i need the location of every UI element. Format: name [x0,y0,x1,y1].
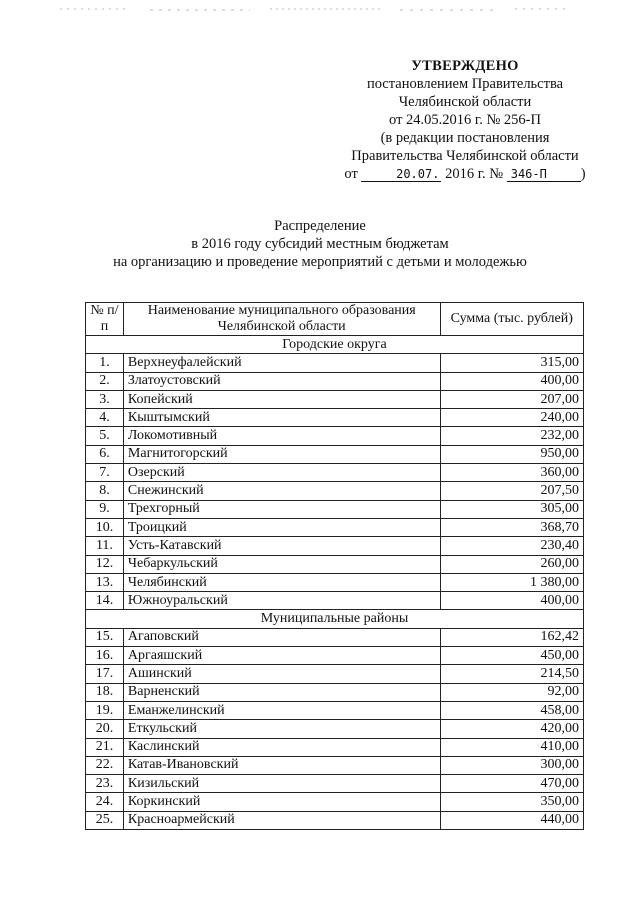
header-number: № п/п [86,303,124,336]
section-row [86,336,584,354]
table-row [86,500,584,518]
row-number: 25. [86,811,124,829]
row-sum: 440,00 [440,811,583,829]
row-municipality: Ашинский [123,665,440,683]
table-row [86,555,584,573]
row-sum: 232,00 [440,427,583,445]
table-row [86,793,584,811]
row-municipality: Катав-Ивановский [123,756,440,774]
approval-line: Правительства Челябинской области [351,148,579,164]
table-row [86,811,584,829]
row-sum: 360,00 [440,464,583,482]
row-municipality: Кыштымский [123,409,440,427]
handwritten-date: 20.07. [361,168,441,182]
row-municipality: Озерский [123,464,440,482]
date-suffix: ) [580,166,586,182]
approval-line: постановлением Правительства [366,76,564,92]
row-municipality: Еткульский [123,720,440,738]
row-municipality: Златоустовский [123,372,440,390]
row-number: 7. [86,464,124,482]
row-number: 17. [86,665,124,683]
row-sum: 230,40 [440,537,583,555]
row-number: 16. [86,647,124,665]
section-title: Муниципальные районы [86,610,584,628]
row-municipality: Кизильский [123,775,440,793]
row-municipality: Красноармейский [123,811,440,829]
row-number: 22. [86,756,124,774]
row-sum: 207,00 [440,390,583,408]
row-number: 4. [86,409,124,427]
row-number: 12. [86,555,124,573]
row-municipality: Усть-Катавский [123,537,440,555]
row-sum: 350,00 [440,793,583,811]
row-number: 20. [86,720,124,738]
row-sum: 410,00 [440,738,583,756]
row-number: 6. [86,445,124,463]
row-municipality: Агаповский [123,628,440,646]
row-municipality: Троицкий [123,518,440,536]
row-sum: 305,00 [440,500,583,518]
table-row [86,701,584,719]
row-number: 19. [86,701,124,719]
row-sum: 950,00 [440,445,583,463]
table-row [86,427,584,445]
approval-line: (в редакции постановления [380,130,550,146]
approval-title: УТВЕРЖДЕНО [411,58,519,74]
row-number: 5. [86,427,124,445]
row-number: 11. [86,537,124,555]
row-municipality: Верхнеуфалейский [123,354,440,372]
heading-line-1: Распределение [274,218,366,234]
row-number: 24. [86,793,124,811]
row-sum: 300,00 [440,756,583,774]
row-municipality: Еманжелинский [123,701,440,719]
handwritten-number: 346-П [507,168,581,182]
table-row [86,775,584,793]
date-year: 2016 г. № [445,166,504,182]
row-sum: 207,50 [440,482,583,500]
row-municipality: Копейский [123,390,440,408]
row-municipality: Трехгорный [123,500,440,518]
table-row [86,665,584,683]
row-number: 10. [86,518,124,536]
distribution-table [85,302,584,830]
approval-line: Челябинской области [398,94,532,110]
table-row [86,720,584,738]
table-row [86,445,584,463]
table-row [86,518,584,536]
row-number: 13. [86,573,124,591]
row-number: 3. [86,390,124,408]
row-sum: 400,00 [440,372,583,390]
row-number: 15. [86,628,124,646]
table-row [86,409,584,427]
table-row [86,372,584,390]
row-municipality: Челябинский [123,573,440,591]
table-row [86,756,584,774]
row-municipality: Магнитогорский [123,445,440,463]
approval-stamp [320,57,610,183]
row-number: 23. [86,775,124,793]
row-municipality: Каслинский [123,738,440,756]
row-municipality: Южноуральский [123,592,440,610]
heading-line-3: на организацию и проведение мероприятий с детьми и молодежью [113,254,527,270]
row-municipality: Аргаяшский [123,647,440,665]
row-municipality: Коркинский [123,793,440,811]
row-municipality: Варненский [123,683,440,701]
table-header-row [86,303,584,336]
row-municipality: Чебаркульский [123,555,440,573]
row-municipality: Локомотивный [123,427,440,445]
row-sum: 315,00 [440,354,583,372]
table-row [86,628,584,646]
table-row [86,482,584,500]
table-row [86,573,584,591]
row-number: 9. [86,500,124,518]
row-sum: 368,70 [440,518,583,536]
row-municipality: Снежинский [123,482,440,500]
table-row [86,647,584,665]
table-row [86,683,584,701]
table-row [86,592,584,610]
row-sum: 1 380,00 [440,573,583,591]
row-number: 8. [86,482,124,500]
row-number: 21. [86,738,124,756]
date-prefix: от [344,166,358,182]
approval-line: от 24.05.2016 г. № 256-П [389,112,541,128]
row-sum: 458,00 [440,701,583,719]
section-title: Городские округа [86,336,584,354]
table-body [86,336,584,830]
row-sum: 162,42 [440,628,583,646]
document-heading [60,217,580,271]
row-sum: 470,00 [440,775,583,793]
table-row [86,354,584,372]
row-number: 2. [86,372,124,390]
section-row [86,610,584,628]
row-sum: 240,00 [440,409,583,427]
row-sum: 260,00 [440,555,583,573]
approval-date-line [320,165,610,183]
heading-line-2: в 2016 году субсидий местным бюджетам [191,236,449,252]
row-sum: 92,00 [440,683,583,701]
table-row [86,390,584,408]
table-row [86,537,584,555]
row-number: 14. [86,592,124,610]
row-number: 18. [86,683,124,701]
row-sum: 214,50 [440,665,583,683]
row-sum: 450,00 [440,647,583,665]
header-sum: Сумма (тыс. рублей) [440,303,583,336]
scan-noise-top [0,0,640,20]
header-name: Наименование муниципального образования Челябинской области [123,303,440,336]
table-row [86,464,584,482]
row-sum: 420,00 [440,720,583,738]
table-row [86,738,584,756]
row-sum: 400,00 [440,592,583,610]
row-number: 1. [86,354,124,372]
